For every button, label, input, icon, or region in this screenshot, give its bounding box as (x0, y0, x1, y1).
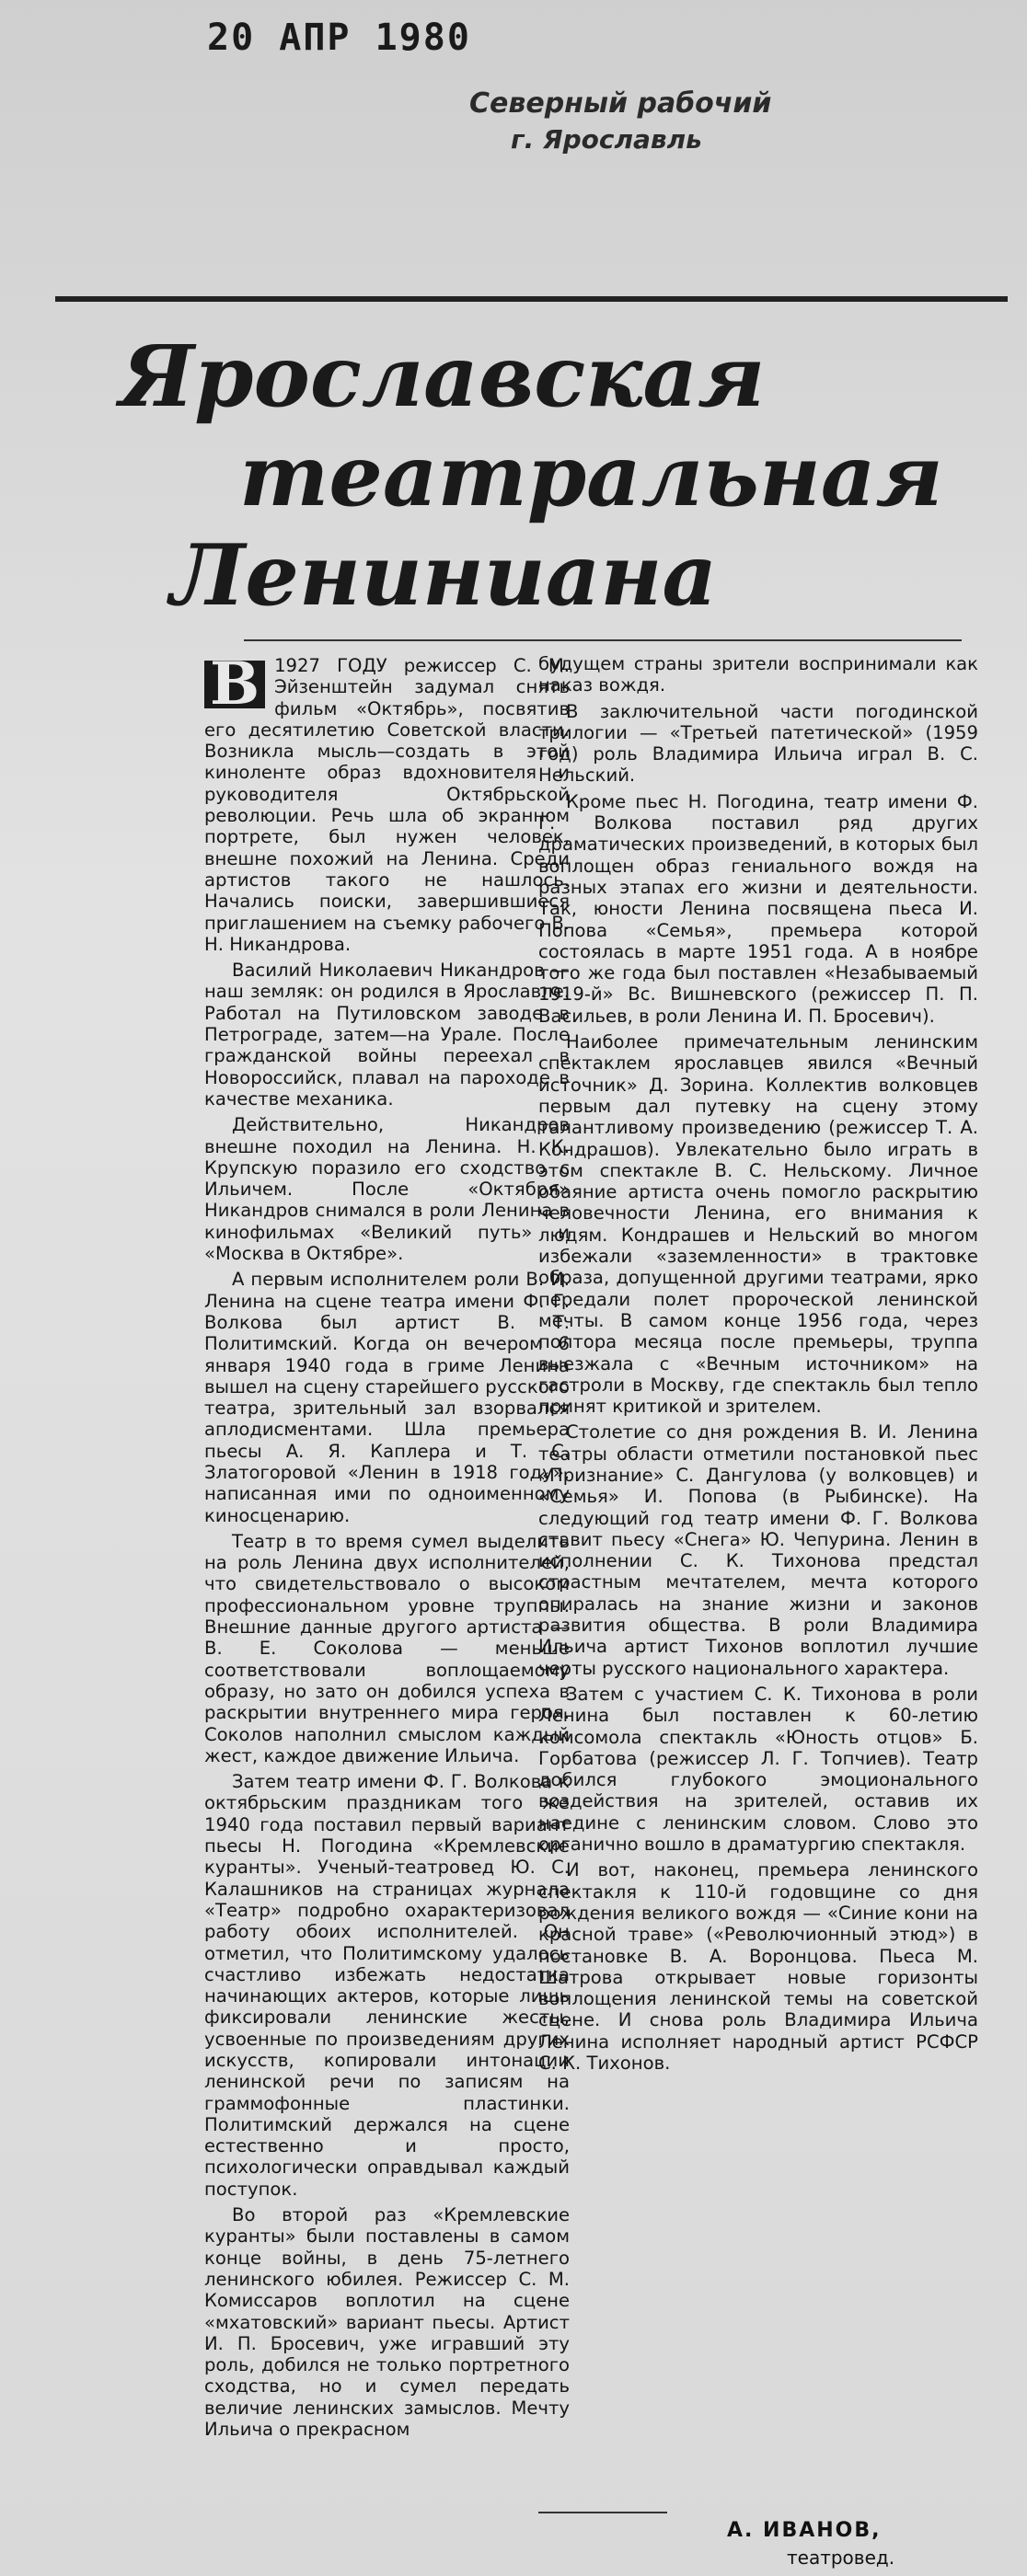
newspaper-name-stamp: Северный рабочий (469, 87, 772, 120)
paragraph-text: 1927 ГОДУ режиссер С. М. Эйзенштейн задумал снять фильм «Октябрь», посвятив его десятилетию Советской власти. Возникла мысль—создать в этой киноленте образ вдохновителя и руководителя Октябрьской революции. Речь шла об экранном портрете, был нужен человек, внешне похожий на Ленина. Среди артистов такого не нашлось. Начались поиски, завершившиеся приглашением на съемку рабочего В. Н. Никандрова. (204, 655, 570, 955)
drop-cap: В (204, 661, 265, 708)
paragraph: А первым исполнителем роли В. И. Ленина на сцене театра имени Ф. Г. Волкова был артист В. Т. Политимский. Когда он вечером 6 января 1940 года в гриме Ленина вышел на сцену старейшего русского театра, зрительный зал взорвался аплодисментами. Шла премьера пьесы А. Я. Каплера и Т. С. Златогоровой «Ленин в 1918 году», написанная ими по одноименному киносценарию. (204, 1269, 570, 1526)
paragraph (204, 655, 570, 955)
paragraph: Затем театр имени Ф. Г. Волкова к октябрьским праздникам того же 1940 года поставил первый вариант пьесы Н. Погодина «Кремлевские куранты». Ученый-театровед Ю. С. Калашников на страницах журнала «Театр» подробно охарактеризовал работу обоих исполнителей. Он отметил, что Политимскому удалось счастливо избежать недостатка начинающих актеров, которые лишь фиксировали ленинские жесты, усвоенные по произведениям других искусств, копировали интонации ленинской речи по записям на граммофонные пластинки. Политимский держался на сцене естественно и просто, психологически оправдывал каждый поступок. (204, 1771, 570, 2200)
date-stamp: 20 АПР 1980 (207, 17, 471, 59)
paragraph: И вот, наконец, премьера ленинского спектакля к 110-й годовщине со дня рождения великого вождя — «Синие кони на красной траве» («Револючионный этюд») в постановке В. А. Воронцова. Пьеса М. Шатрова открывает новые горизонты воплощения ленинской темы на советской сцене. И снова роль Владимира Ильича Ленина исполняет народный артист РСФСР С. К. Тихонов. (538, 1859, 978, 2074)
paragraph: Действительно, Никандров внешне походил на Ленина. Н. К. Крупскую поразило его сходство с Ильичем. После «Октября» Никандров снимался в роли Ленина в кинофильмах «Великий путь» и «Москва в Октябре». (204, 1114, 570, 1265)
top-divider (55, 296, 1008, 302)
paragraph: Василий Николаевич Никандров — наш земляк: он родился в Ярославле. Работал на Путиловском заводе в Петрограде, затем—на Урале. После гражданской войны переехал в Новороссийск, плавал на пароходе в качестве механика. (204, 960, 570, 1110)
paragraph: Кроме пьес Н. Погодина, театр имени Ф. Г. Волкова поставил ряд других драматических произведений, в которых был воплощен образ гениального вождя на разных этапах его жизни и деятельности. Так, юности Ленина посвящена пьеса И. Попова «Семья», премьера которой состоялась в марте 1951 года. А в ноябре того же года был поставлен «Незабываемый 1919-й» Вс. Вишневского (режиссер П. П. Васильев, в роли Ленина И. П. Бросевич). (538, 790, 978, 1027)
headline-line-1: Ярославская (120, 327, 766, 426)
headline-line-3: Лениниана (170, 525, 718, 625)
headline-line-2: театральная (239, 426, 943, 525)
paragraph: Наиболее примечательным ленинским спектаклем ярославцев явился «Вечный источник» Д. Зорина. Коллектив волковцев первым дал путевку на сцену этому талантливому произведению (режиссер Т. А. Кондрашов). Увлекательно было играть в этом спектакле В. С. Нельскому. Личное обаяние артиста очень помогло раскрытию человечности Ленина, его внимания к людям. Кондрашев и Нельский во многом избежали «заземленности» в трактовке образа, допущенной другими театрами, ярко передали полет пророческой ленинской мечты. В самом конце 1956 года, через полтора месяца после премьеры, труппа выезжала с «Вечным источником» на гастроли в Москву, где спектакль был тепло принят критикой и зрителем. (538, 1031, 978, 1418)
article-column-right (538, 653, 978, 2291)
city-stamp: г. Ярославль (511, 124, 702, 155)
author-role: театровед. (787, 2547, 895, 2569)
article-headline (101, 327, 1003, 625)
author-name: А. ИВАНОВ, (727, 2519, 882, 2542)
headline-divider (244, 639, 962, 641)
paragraph: будущем страны зрители воспринимали как наказ вождя. (538, 653, 978, 696)
paragraph: Столетие со дня рождения В. И. Ленина театры области отметили постановкой пьес «Признание» С. Дангулова (у волковцев) и «Семья» И. Попова (в Рыбинске). На следующий год театр имени Ф. Г. Волкова ставит пьесу «Снега» Ю. Чепурина. Ленин в исполнении С. К. Тихонова предстал страстным мечтателем, мечта которого опиралась на знание жизни и законов развития общества. В роли Владимира Ильича артист Тихонов воплотил лучшие черты русского национального характера. (538, 1421, 978, 1679)
paragraph: Затем с участием С. К. Тихонова в роли Ленина был поставлен к 60-летию комсомола спектакль «Юность отцов» Б. Горбатова (режиссер Л. Г. Топчиев). Театр добился глубокого эмоционального воздействия на зрителей, оставив их наедине с ленинским словом. Слово это органично вошло в драматургию спектакля. (538, 1683, 978, 1856)
paragraph: В заключительной части погодинской трилогии — «Третьей патетической» (1959 год) роль Владимира Ильича играл В. С. Нельский. (538, 700, 978, 787)
signature-divider (538, 2512, 667, 2513)
paragraph: Театр в то время сумел выделить на роль Ленина двух исполнителей, что свидетельствовало о высоком профессиональном уровне труппы. Внешние данные другого артиста — В. Е. Соколова — меньше соответствовали воплощаемому образу, но зато он добился успеха в раскрытии внутреннего мира героя. Соколов наполнил смыслом каждый жест, каждое движение Ильича. (204, 1530, 570, 1766)
paragraph: Во второй раз «Кремлевские куранты» были поставлены в самом конце войны, в день 75-летнего ленинского юбилея. Режиссер С. М. Комиссаров воплотил на сцене «мхатовский» вариант пьесы. Артист И. П. Бросевич, уже игравший эту роль, добился не только портретного сходства, но и сумел передать величие ленинских замыслов. Мечту Ильича о прекрасном (204, 2204, 570, 2441)
article-column-left (204, 655, 570, 2559)
